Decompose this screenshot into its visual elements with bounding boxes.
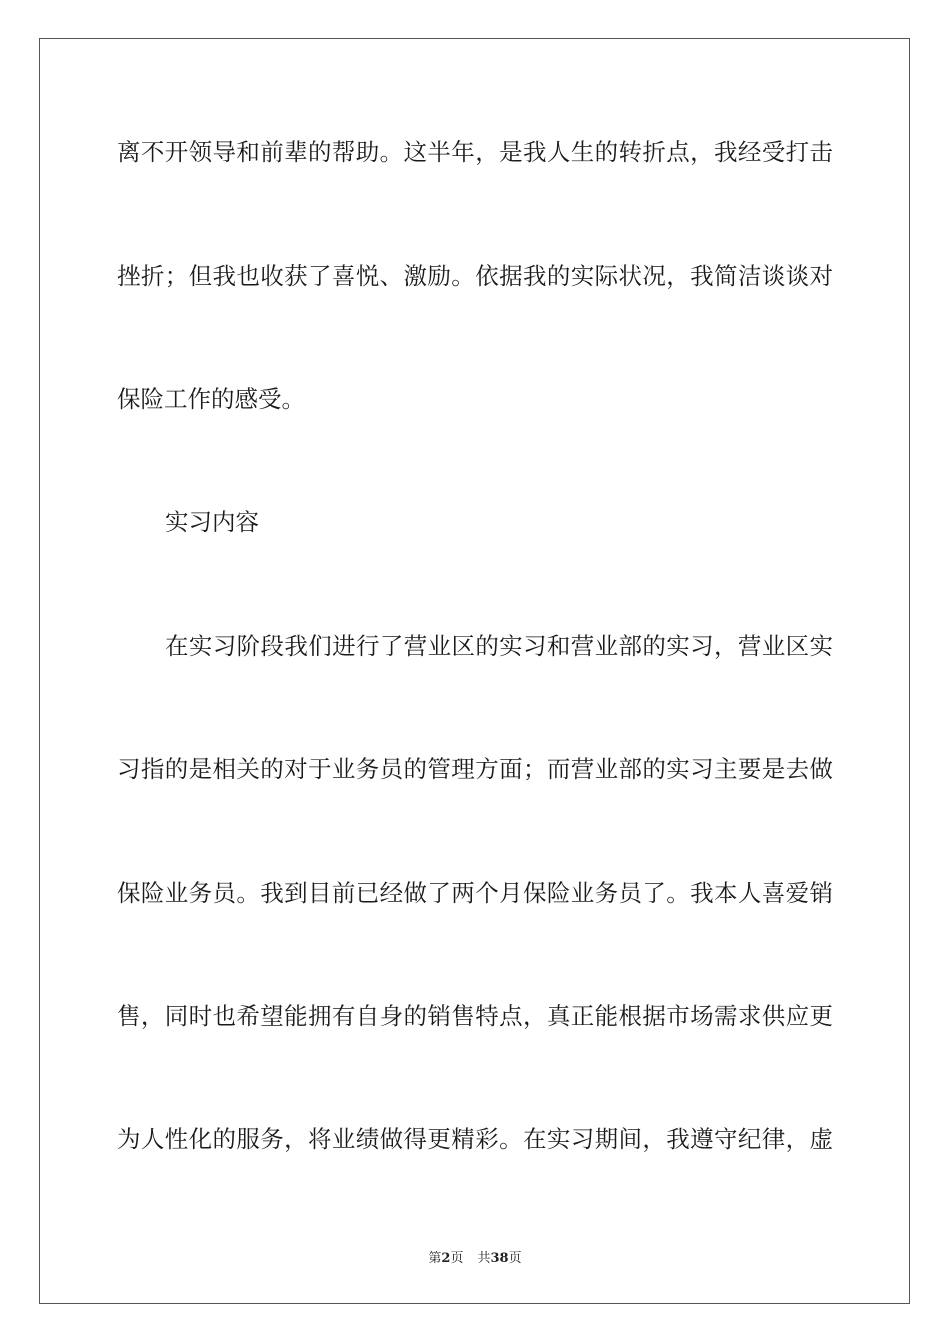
body-line-3: 保险工作的感受。 (117, 385, 305, 413)
section-heading: 实习内容 (165, 508, 259, 536)
footer-total-suffix: 页 (508, 1251, 522, 1266)
body-line-2: 挫折；但我也收获了喜悦、激励。依据我的实际状况，我简洁谈谈对 (117, 262, 833, 290)
body-line-8: 售，同时也希望能拥有自身的销售特点，真正能根据市场需求供应更 (117, 1002, 833, 1030)
body-line-5: 在实习阶段我们进行了营业区的实习和营业部的实习，营业区实 (165, 632, 833, 660)
footer-total-prefix: 共 (477, 1251, 491, 1266)
footer-page-suffix: 页 (450, 1251, 464, 1266)
footer-page-current: 2 (441, 1251, 451, 1266)
body-line-6: 习指的是相关的对于业务员的管理方面；而营业部的实习主要是去做 (117, 755, 833, 783)
body-line-1: 离不开领导和前辈的帮助。这半年，是我人生的转折点，我经受打击 (117, 138, 833, 166)
body-line-7: 保险业务员。我到目前已经做了两个月保险业务员了。我本人喜爱销 (117, 879, 833, 907)
footer-page-total: 38 (490, 1251, 509, 1266)
body-line-9: 为人性化的服务，将业绩做得更精彩。在实习期间，我遵守纪律，虚 (117, 1125, 833, 1153)
page-border (39, 38, 910, 1304)
footer-page-prefix: 第 (428, 1251, 442, 1266)
page-footer (0, 1247, 950, 1266)
